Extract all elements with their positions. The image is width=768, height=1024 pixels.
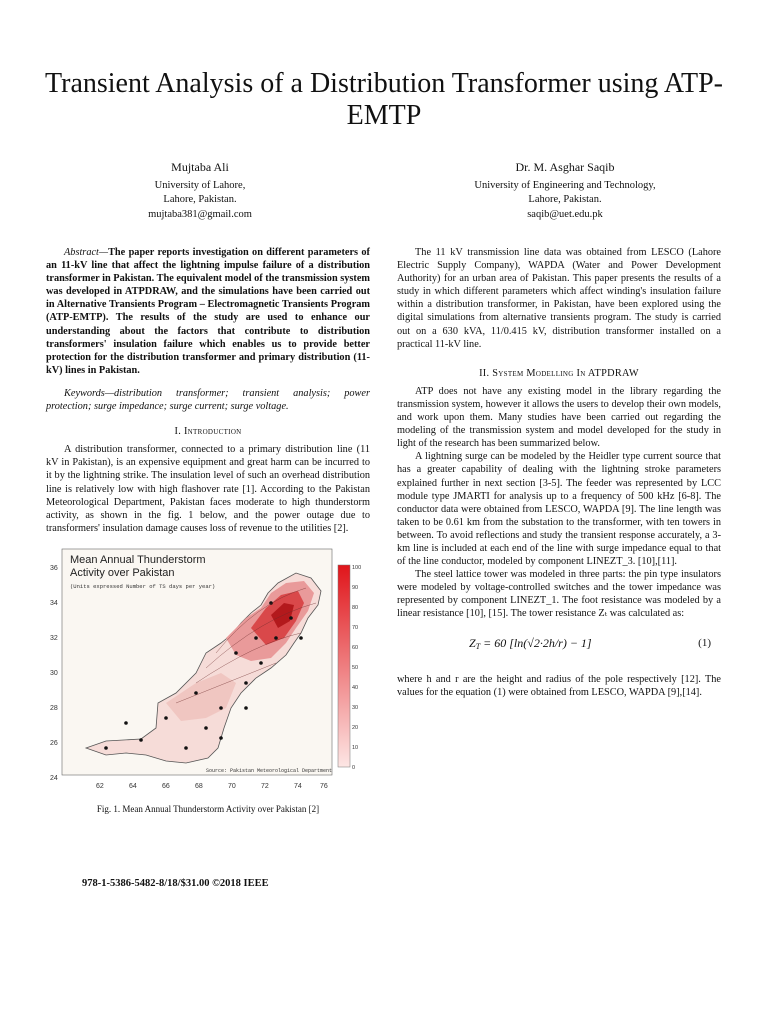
- figure-caption: Fig. 1. Mean Annual Thunderstorm Activity over Pakistan [2]: [96, 803, 320, 814]
- legend-tick: 40: [352, 684, 359, 691]
- x-tick: 66: [162, 782, 170, 790]
- author-name: Mujtaba Ali: [171, 160, 229, 174]
- y-tick: 30: [50, 669, 58, 677]
- paragraph: where h and r are the height and radius of the pole respectively [12]. The values for the equation (1) were obtained from LESCO, WAPDA [9],[14].: [397, 673, 721, 698]
- x-tick: 68: [195, 782, 203, 790]
- legend-tick: 70: [352, 624, 359, 631]
- x-tick: 62: [96, 782, 104, 790]
- paragraph: The 11 kV transmission line data was obtained from LESCO (Lahore Electric Supply Company), WAPDA (Water and Power Development Authority) for an urban area of Pakistan. This paper presents the results of a study in which different parameters which affect winding's insulation failure within a distribution transformer, in Pakistan, have been explored using the digital simulations from alternative transients program. The study is carried out on a 630 kVA, 11/0.415 kV, distribution transformer installed on a practical 11-kV line.: [397, 247, 721, 350]
- y-tick: 24: [50, 774, 58, 782]
- legend-tick: 0: [352, 764, 356, 771]
- thunderstorm-map-figure: [46, 543, 370, 795]
- section-heading: II. System Modelling In ATPDRAW: [479, 367, 639, 379]
- legend-tick: 100: [352, 564, 362, 571]
- paragraph: ATP does not have any existing model in the library regarding the transmission system, however it allows the users to develop their own models, and work upon them. Many studies have been carried out regarding the modeling of the transmission system and model developed for the study in light of the research has been summarized below.: [397, 385, 721, 450]
- abstract-text: The paper reports investigation on different parameters of an 11-kV line that affect the lightning impulse failure of a distribution transformer in Pakistan. The equivalent model of the transmission system was developed in ATPDRAW, and the simulations have been carried out in Alternative Transients Program – Electromagnetic Transients Program (ATP-EMTP). The results of the study are used to enhance our understanding about the factors that contribute to distribution transformers' insulation failure which enables us to provide better protection for the distribution transformer and primary distribution (11-kV) lines in Pakistan.: [46, 247, 370, 376]
- paper-title: Transient Analysis of a Distribution Transformer using ATP-EMTP: [45, 68, 723, 131]
- x-tick: 72: [261, 782, 269, 790]
- paragraph: A lightning surge can be modeled by the Heidler type current source that has a greater capability of dealing with the lightning stroke parameters explained further in next section [3-5]. The feeder was represented by LCC module type JMARTI for analysis up to a frequency of 500 kHz [6-8]. The conductor data were obtained from LESCO, WAPDA [9]. The line length was taken to be 0.61 km from the substation to the transformer, with ten towers in between. To avoid reflections and study the transient response accurately, a 3-km line is included at each end of the line with surge impedance equal to that of the line conductor, modeled by component LINEZT_3. [10],[11].: [397, 451, 721, 568]
- map-title: Activity over Pakistan: [70, 566, 175, 579]
- y-tick: 26: [50, 739, 58, 747]
- author-affiliation: University of Lahore,: [154, 179, 246, 191]
- y-tick: 28: [50, 704, 58, 712]
- keywords: Keywords—distribution transformer; transient analysis; power protection; surge impedance; surge current; surge voltage.: [46, 387, 370, 413]
- author-location: Lahore, Pakistan.: [163, 194, 237, 205]
- color-legend-bar: [338, 565, 350, 767]
- author-email: mujtaba381@gmail.com: [148, 208, 252, 220]
- map-title: Mean Annual Thunderstorm: [70, 553, 206, 566]
- author-block-2: [415, 160, 715, 222]
- equation-number: (1): [698, 636, 711, 649]
- x-tick: 76: [320, 782, 328, 790]
- x-tick: 64: [129, 782, 137, 790]
- section-heading: I. Introduction: [174, 426, 242, 438]
- legend-tick: 10: [352, 744, 359, 751]
- author-location: Lahore, Pakistan.: [528, 194, 602, 205]
- y-tick: 32: [50, 634, 58, 642]
- equation-1: [397, 627, 721, 667]
- abstract: [46, 246, 370, 377]
- x-tick: 74: [294, 782, 302, 790]
- legend-tick: 20: [352, 724, 359, 731]
- legend-tick: 80: [352, 604, 359, 611]
- map-source: Source: Pakistan Meteorological Department: [206, 767, 333, 774]
- author-email: saqib@uet.edu.pk: [527, 208, 603, 220]
- legend-tick: 30: [352, 704, 359, 711]
- author-name: Dr. M. Asghar Saqib: [515, 160, 615, 174]
- legend-tick: 90: [352, 584, 359, 591]
- right-column: [397, 246, 721, 699]
- copyright-footer: 978-1-5386-5482-8/18/$31.00 ©2018 IEEE: [82, 878, 269, 889]
- x-tick: 70: [228, 782, 236, 790]
- y-tick: 34: [50, 599, 58, 607]
- author-block-1: [50, 160, 350, 222]
- map-svg: [46, 543, 370, 795]
- map-subtitle: (Units expressed Number of TS days per year): [70, 582, 216, 590]
- equation-expression: $Z_T = 60$ [ln(√2·2h/r) − 1]: [469, 635, 592, 651]
- legend-tick: 60: [352, 644, 359, 651]
- author-affiliation: University of Engineering and Technology,: [474, 179, 656, 191]
- left-column: [46, 246, 370, 816]
- y-tick: 36: [50, 564, 58, 572]
- paragraph: The steel lattice tower was modeled in three parts: the pin type insulators were modeled by voltage-controlled switches and the tower impedance was represented by component LINEZT_1. The foot resistance was modeled by a linear resistance [10], [15]. The tower resistance Zₜ was calculated as:: [397, 569, 721, 620]
- legend-tick: 50: [352, 664, 359, 671]
- abstract-label: Abstract—: [64, 247, 109, 258]
- paragraph: A distribution transformer, connected to a primary distribution line (11 kV in Pakistan), is an expensive equipment and great harm can be incurred to it by the lightning strike. The insulation level of such an overhead distribution line is relatively low with high flashover rate [1]. According to the Pakistan Meteorological Department, Pakistan faces moderate to high thunderstorm activity, as shown in the fig. 1 below, and the power outage due to transformers' insulation damage causes loss of revenue to the utilities [2].: [46, 444, 370, 534]
